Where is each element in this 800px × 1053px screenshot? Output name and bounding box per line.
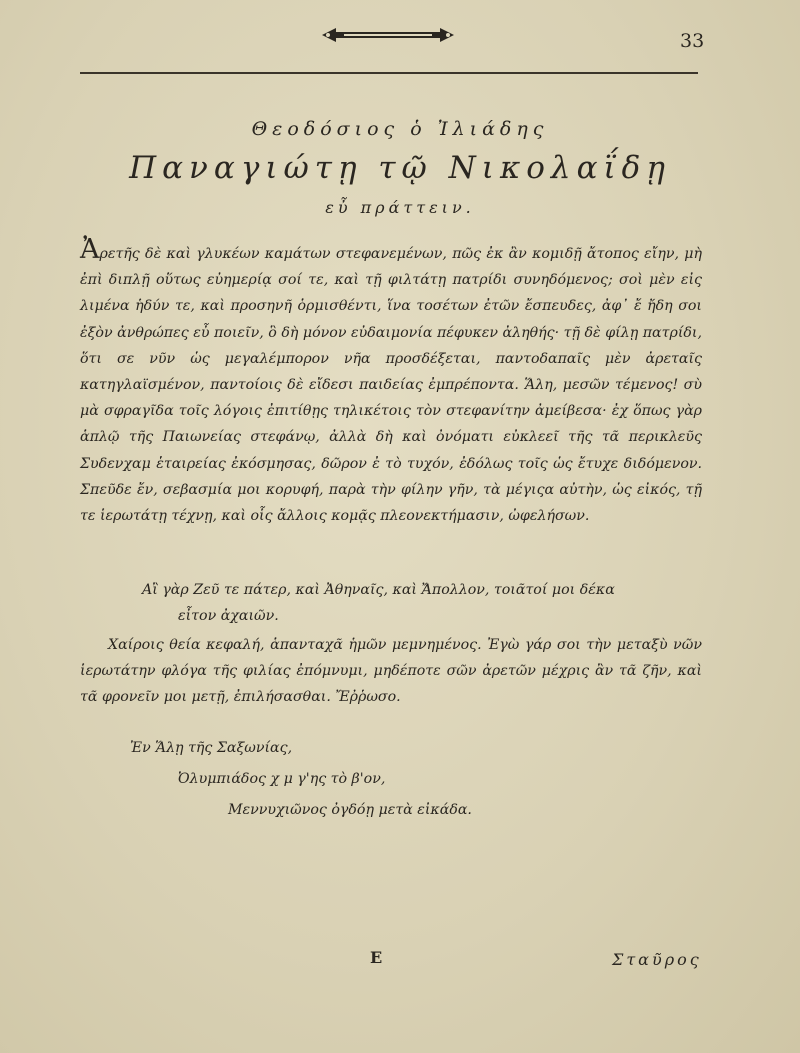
header-rule: [80, 72, 698, 74]
letter-greeting: εὖ πράττειν.: [325, 198, 475, 217]
page-number: 33: [680, 30, 705, 52]
signature-mark: Ε: [370, 948, 383, 967]
catchword: Σταῦρος: [612, 950, 702, 969]
ornament-line-icon: [318, 24, 458, 46]
verse-line-2: εἶτον ἀχαιῶν.: [178, 608, 279, 624]
dateline-place: Ἐν Ἅλῃ τῆς Σαξωνίας,: [130, 740, 293, 756]
letter-recipient: Παναγιώτῃ τῷ Νικολαΐδῃ: [129, 150, 671, 186]
verse-line-1: Αἲ γὰρ Ζεῦ τε πάτερ, καὶ Ἀθηναῖς, καὶ Ἄπολλον, τοιᾶτοί μοι δέκα: [142, 582, 615, 598]
letter-author: Θεοδόσιος ὁ Ἰλιάδης: [251, 118, 549, 140]
letter-body: [80, 234, 702, 529]
dateline-olympiad: Ὀλυμπιάδος χ μ γ'ης τὸ β'ον,: [178, 771, 386, 787]
initial-letter: Ἀ: [80, 234, 100, 265]
letter-body-text: ρετῆς δὲ καὶ γλυκέων καμάτων στεφανεμένων, πῶς ἐκ ἂν κομιδῇ ἄτοπος εἴην, μὴ ἐπὶ διπλῇ οὕτως εὐημερίᾳ σοί τε, καὶ τῇ φιλτάτῃ πατρίδι συνηδόμενος; σοὶ μὲν εἰς λιμένα ἡδύν τε, καὶ προσηνῆ ὁρμισθέντι, ἵνα τοσέτων ἐτῶν ἔσπευδες, ἀφ᾽ ἔ ἤδη σοι ἐξὸν ἀνθρώπες εὖ ποιεῖν, ὃ δὴ μόνον εὐδαιμονία πέφυκεν ἀληθής· τῇ δὲ φίλῃ πατρίδι, ὅτι σε νῦν ὡς μεγαλέμπορον νῆα προσδέξεται, παντοδαπαῖς μὲν ἀρεταῖς κατηγλαϊσμένον, παντοίοις δὲ εἴδεσι παιδείας ἐμπρέποντα. Ἅλη, μεσῶν τέμενος! σὺ μὰ σφραγῖδα τοῖς λόγοις ἐπιτίθῃς τηλικέτοις τὸν στεφανίτην ἀμείβεσα· ἐχ ὅπως γὰρ ἁπλῷ τῆς Παιωνείας στεφάνῳ, ἀλλὰ δὴ καὶ ὀνόματι εὐκλεεῖ τῆς τᾶ περικλεῦς Συδενχαμ ἑταιρείας ἐκόσμησας, δῶρον ἐ τὸ τυχόν, ἐδόλως τοῖς ὡς ἔτυχε διδόμενον. Σπεῦδε ἔν, σεβασμία μοι κορυφή, παρὰ τὴν φίλην γῆν, τὰ μέγιςα αὐτὴν, ὡς εἰκός, τῇ τε ἱερωτάτῃ τέχνῃ, καὶ οἷς ἄλλοις κομᾷς πλεονεκτήμασιν, ὠφελήσων.: [80, 246, 702, 525]
letter-closing: Χαίροις θεία κεφαλή, ἁπανταχᾶ ἡμῶν μεμνημένος. Ἐγὼ γάρ σοι τὴν μεταξὺ νῶν ἱερωτάτην φλόγα τῆς φιλίας ἐπόμνυμι, μηδέποτε σῶν ἀρετῶν μέχρις ἂν τᾶ ζῆν, καὶ τᾶ φρονεῖν μοι μετῇ, ἐπιλήσασθαι. Ἔῤῥωσο.: [80, 637, 702, 705]
dateline-day: Μεννυχιῶνος ὀγδόῃ μετὰ εἰκάδα.: [228, 802, 472, 818]
